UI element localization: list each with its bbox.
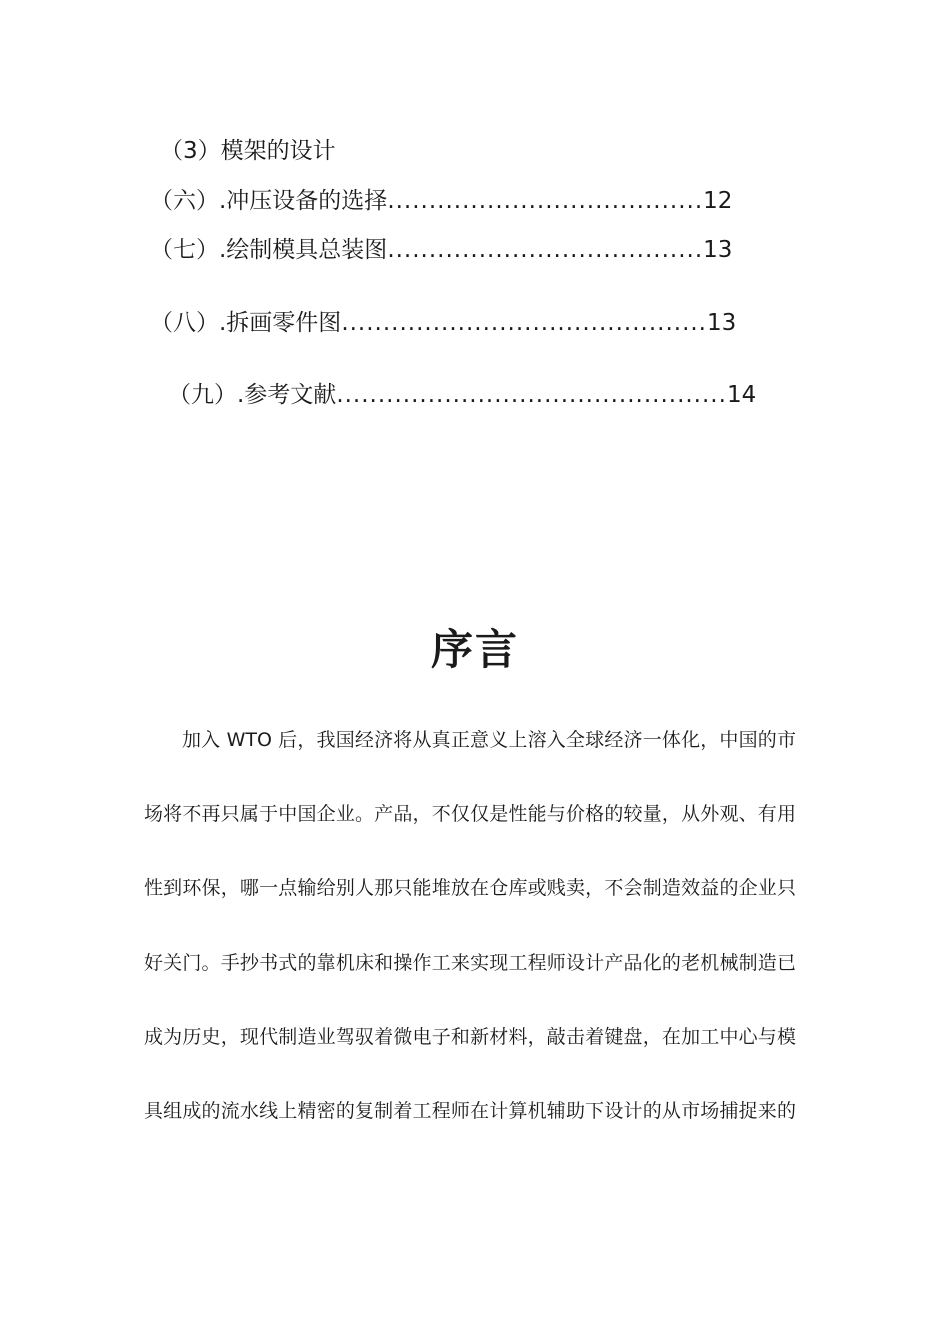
toc-page-number: 13	[703, 237, 733, 263]
preface-title: 序言	[430, 625, 519, 674]
preface-paragraph-line: 场将不再只属于中国企业。产品，不仅仅是性能与价格的较量，从外观、有用	[144, 803, 796, 825]
preface-paragraph-line: 性到环保，哪一点输给别人那只能堆放在仓库或贱卖，不会制造效益的企业只	[144, 877, 796, 899]
toc-entry-label: （3）模架的设计	[160, 138, 336, 164]
toc-dot-leader: ......................................	[387, 188, 704, 214]
toc-page-number: 13	[707, 310, 737, 336]
toc-page-number: 12	[703, 188, 733, 214]
preface-paragraph-line: 好关门。手抄书式的靠机床和操作工来实现工程师设计产品化的老机械制造已	[144, 952, 796, 974]
toc-page-number: 14	[726, 382, 757, 408]
toc-dot-leader: ......................................	[387, 237, 704, 263]
toc-dot-leader: ...............................................	[336, 382, 727, 408]
toc-entry-label: （七）.绘制模具总装图	[150, 237, 388, 263]
toc-entry-label: （八）.拆画零件图	[150, 310, 342, 336]
toc-dot-leader: ............................................	[341, 310, 707, 336]
toc-entry	[160, 136, 336, 166]
toc-entry	[150, 308, 737, 338]
toc-entry	[168, 380, 757, 410]
toc-entry-label: （六）.冲压设备的选择	[150, 188, 388, 214]
toc-entry	[150, 235, 733, 265]
toc-entry-label: （九）.参考文献	[168, 382, 337, 408]
preface-paragraph-line: 成为历史，现代制造业驾驭着微电子和新材料，敲击着键盘，在加工中心与模	[144, 1026, 796, 1048]
toc-entry	[150, 186, 733, 216]
preface-paragraph-line: 加入 WTO 后，我国经济将从真正意义上溶入全球经济一体化，中国的市	[182, 729, 796, 751]
preface-paragraph-line: 具组成的流水线上精密的复制着工程师在计算机辅助下设计的从市场捕捉来的	[144, 1100, 796, 1122]
